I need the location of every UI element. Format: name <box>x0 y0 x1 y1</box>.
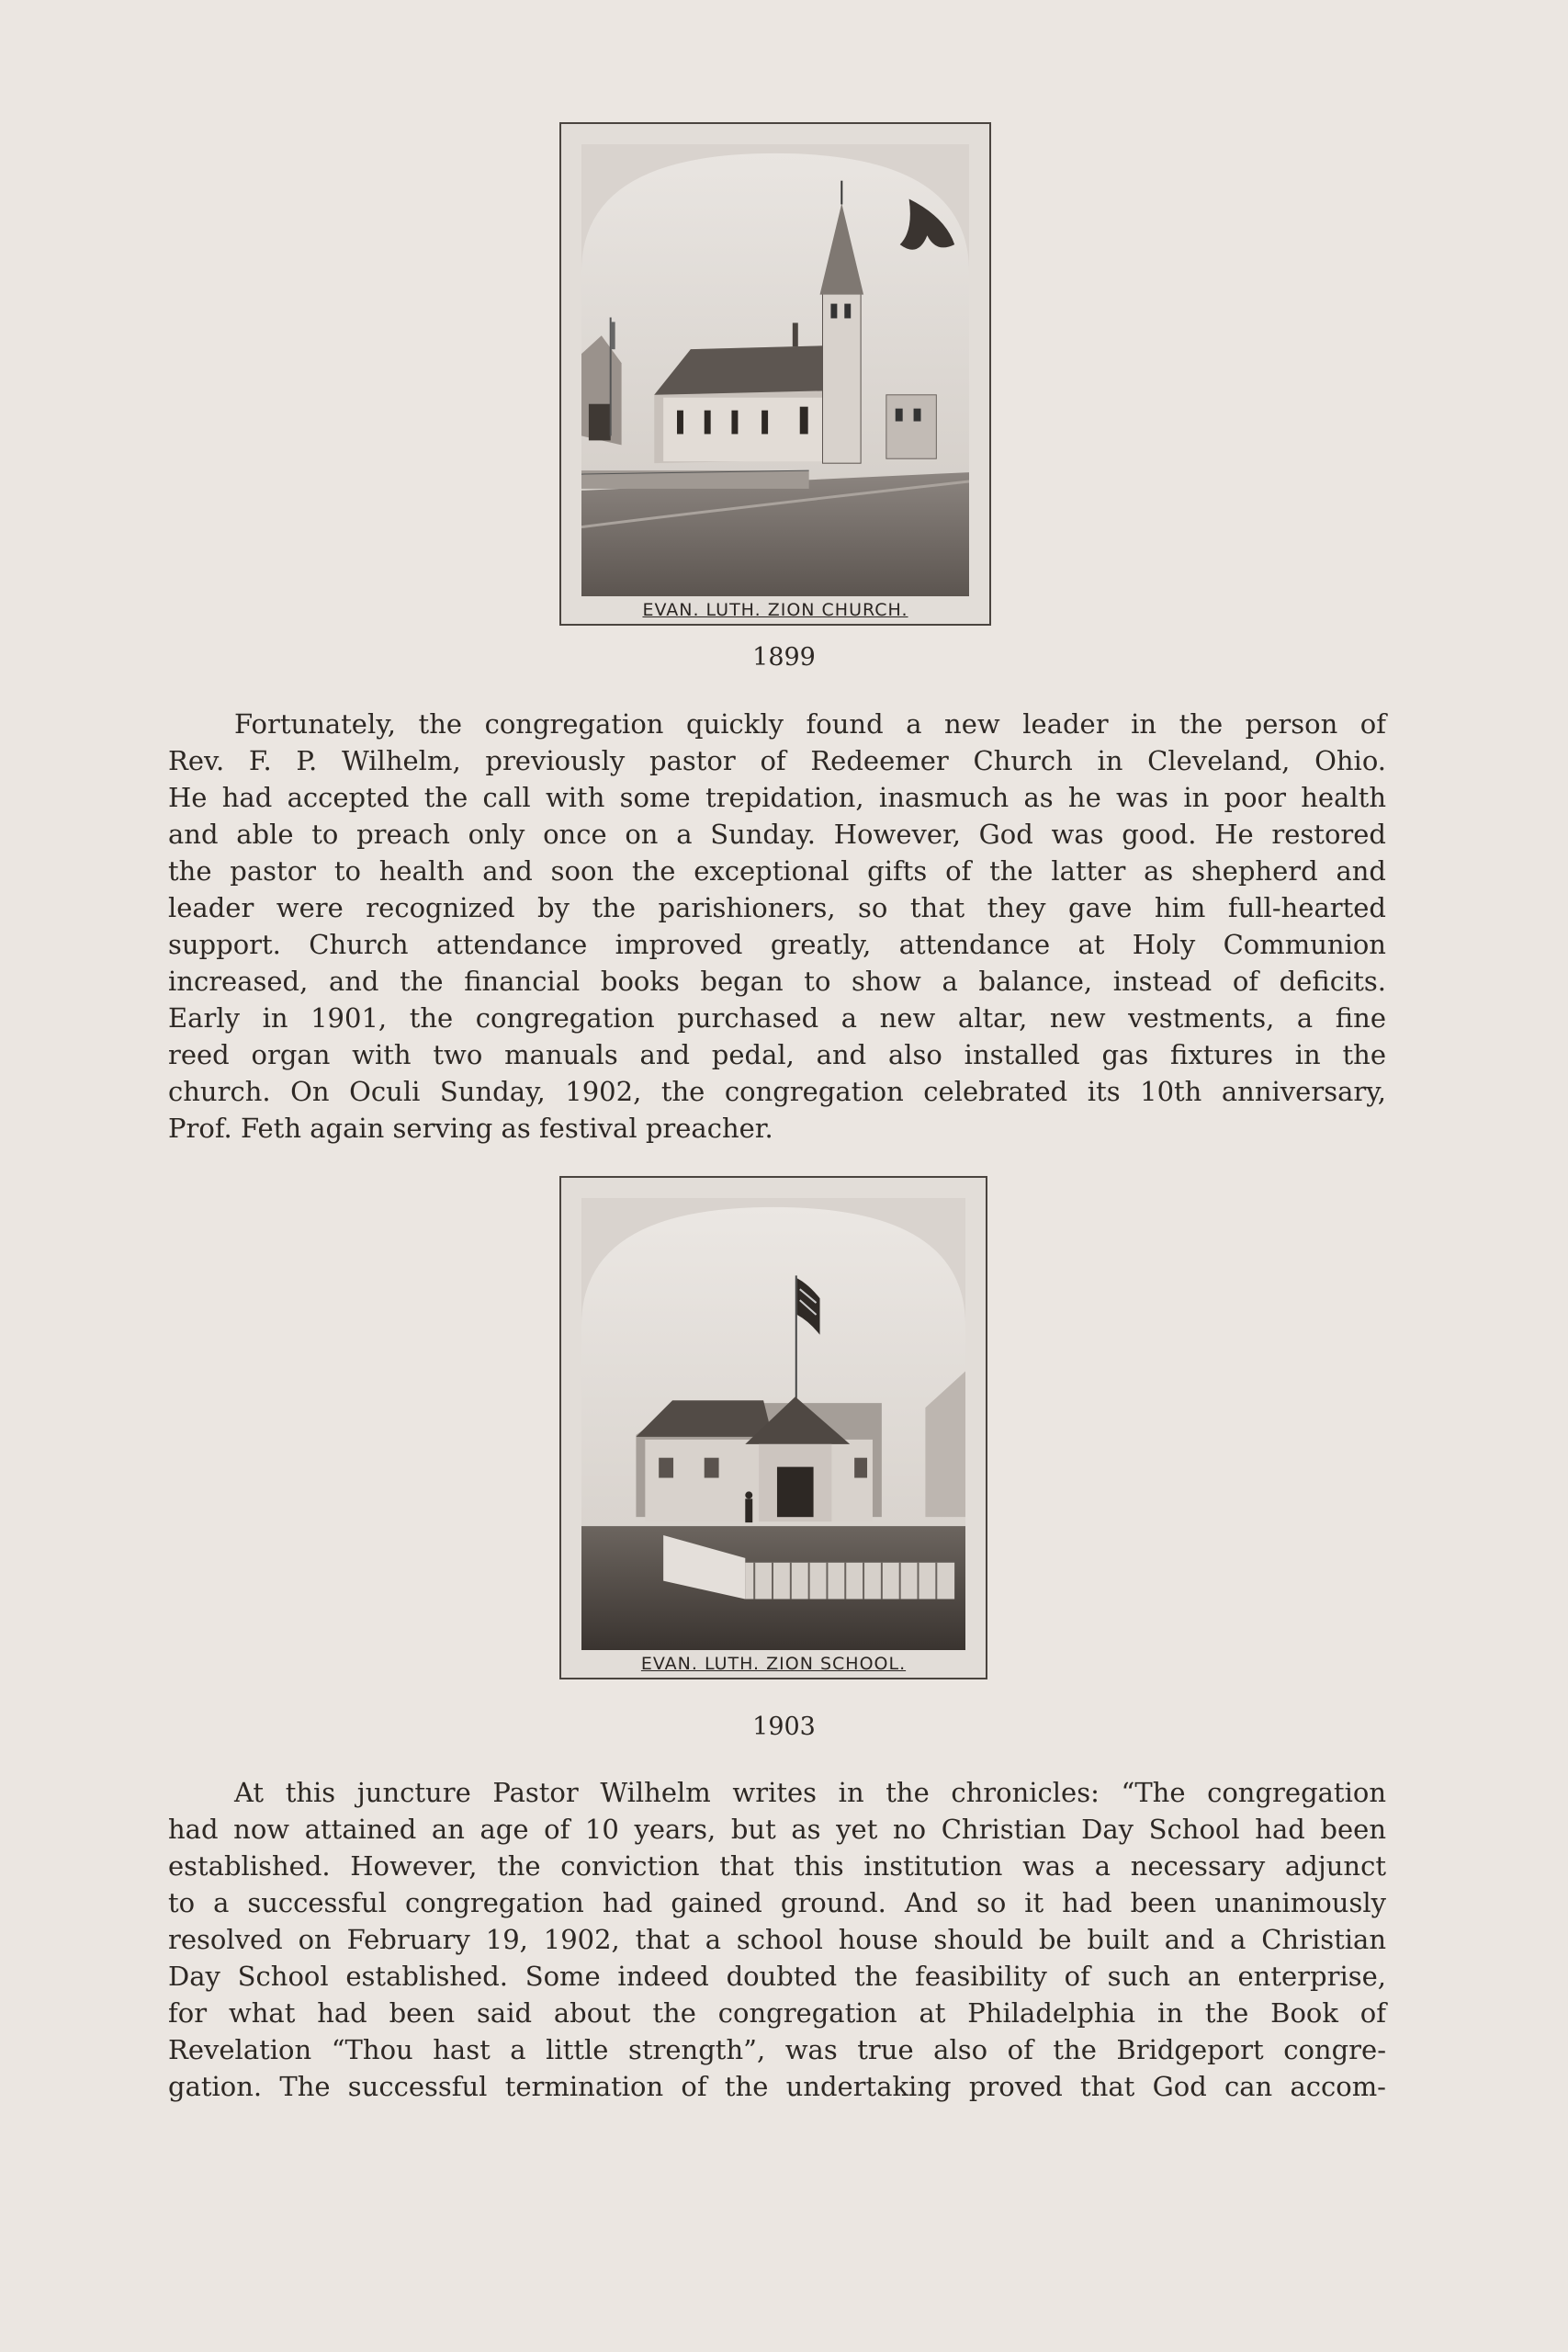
text-line: He had accepted the call with some trepidation, inasmuch as he was in poor health <box>168 782 1386 813</box>
church-year-caption: 1899 <box>752 643 816 672</box>
paragraph-2 <box>168 1774 1386 2105</box>
text-line: church. On Oculi Sunday, 1902, the congregation celebrated its 10th anniversary, <box>168 1076 1386 1107</box>
school-illustration <box>581 1198 965 1650</box>
church-photo-image <box>581 144 969 596</box>
text-line: Early in 1901, the congregation purchased a new altar, new vestments, a fine <box>168 1002 1386 1034</box>
text-line: Fortunately, the congregation quickly found a new leader in the person of <box>234 708 1386 740</box>
text-line: the pastor to health and soon the exceptional gifts of the latter as shepherd and <box>168 855 1386 887</box>
school-plate-caption: EVAN. LUTH. ZION SCHOOL. <box>640 1654 907 1674</box>
church-plate-caption: EVAN. LUTH. ZION CHURCH. <box>642 600 908 620</box>
text-line: At this juncture Pastor Wilhelm writes in the chronicles: “The congregation <box>234 1777 1386 1808</box>
text-line: increased, and the financial books began to show a balance, instead of deficits. <box>168 966 1386 997</box>
text-line: and able to preach only once on a Sunday. However, God was good. He restored <box>168 819 1386 850</box>
school-photo <box>559 1176 987 1679</box>
school-photo-image <box>581 1198 965 1650</box>
text-line: established. However, the conviction that this institution was a necessary adjunct <box>168 1850 1386 1882</box>
text-line: support. Church attendance improved greatly, attendance at Holy Communion <box>168 929 1386 960</box>
text-line: leader were recognized by the parishioners, so that they gave him full-hearted <box>168 892 1386 923</box>
text-line: resolved on February 19, 1902, that a school house should be built and a Christian <box>168 1924 1386 1955</box>
school-year-caption: 1903 <box>752 1713 816 1741</box>
text-line: for what had been said about the congregation at Philadelphia in the Book of <box>168 1997 1386 2029</box>
text-line: Day School established. Some indeed doubted the feasibility of such an enterprise, <box>168 1961 1386 1992</box>
text-line: to a successful congregation had gained ground. And so it had been unanimously <box>168 1887 1386 1918</box>
paragraph-1 <box>168 706 1386 1147</box>
text-line: reed organ with two manuals and pedal, and also installed gas fixtures in the <box>168 1039 1386 1070</box>
text-line: Revelation “Thou hast a little strength”, was true also of the Bridgeport congre- <box>168 2034 1386 2065</box>
text-line: Prof. Feth again serving as festival preacher. <box>168 1113 773 1144</box>
church-photo <box>559 122 991 626</box>
text-line: had now attained an age of 10 years, but as yet no Christian Day School had been <box>168 1814 1386 1845</box>
text-line: Rev. F. P. Wilhelm, previously pastor of Redeemer Church in Cleveland, Ohio. <box>168 745 1386 776</box>
church-illustration <box>581 144 969 596</box>
text-line: gation. The successful termination of the undertaking proved that God can accom- <box>168 2071 1386 2102</box>
